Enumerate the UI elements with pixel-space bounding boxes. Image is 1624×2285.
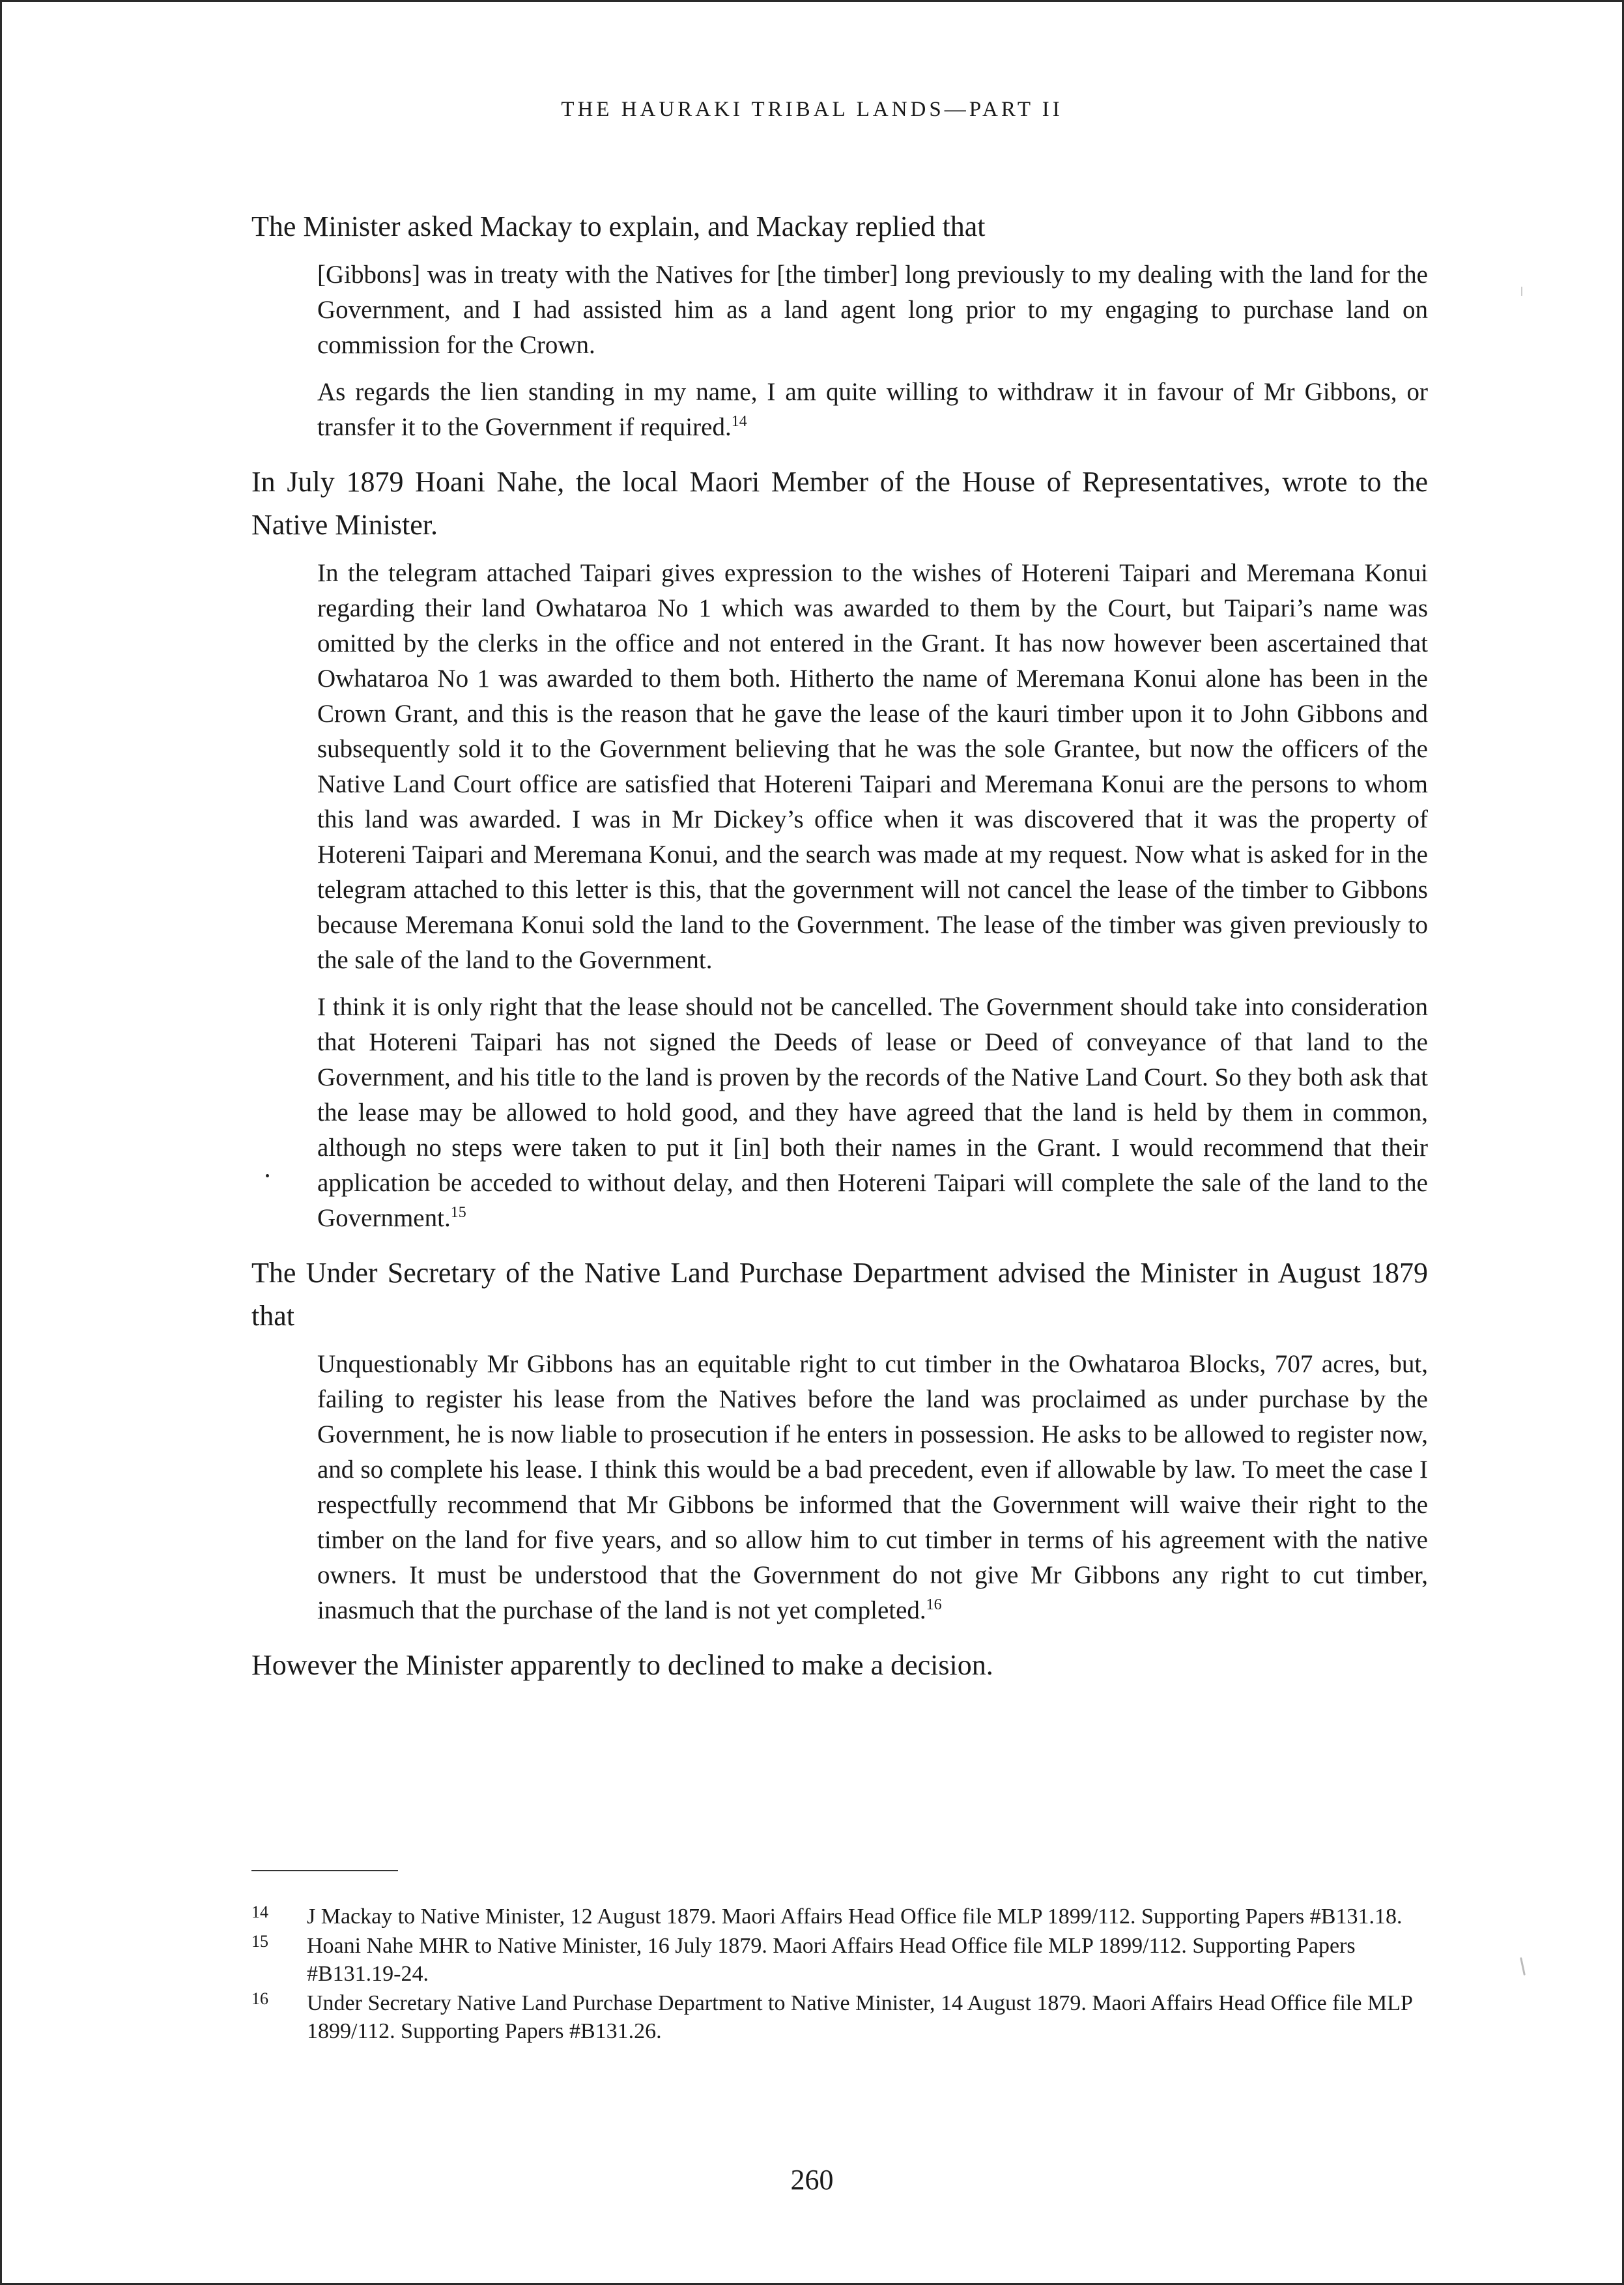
body-paragraph-3: The Under Secretary of the Native Land Purchase Department advised the Minister in August 1879 that xyxy=(251,1257,1428,1332)
quote-paragraph-3 xyxy=(317,1347,1428,1628)
footnote-14 xyxy=(251,1903,1428,1931)
footnote-reference-15[interactable]: 15 xyxy=(450,1204,466,1221)
footnote-text: J Mackay to Native Minister, 12 August 1879. Maori Affairs Head Office file MLP 1899/112. Supporting Papers #B131.18. xyxy=(307,1904,1403,1929)
footnote-number: 14 xyxy=(251,1903,268,1921)
scan-speck xyxy=(266,1174,269,1177)
running-head: THE HAURAKI TRIBAL LANDS—PART II xyxy=(561,98,1063,121)
footnote-text: Under Secretary Native Land Purchase Department to Native Minister, 14 August 1879. Maori Affairs Head Office file MLP 1899/112. Supporting Papers #B131.26. xyxy=(307,1991,1412,2043)
footnotes xyxy=(251,1903,1428,2047)
quote-paragraph-1a: [Gibbons] was in treaty with the Natives for [the timber] long previously to my dealing with the land for the Government, and I had assisted him as a land agent long prior to my engaging to purchase land on commission for the Crown. xyxy=(317,261,1428,359)
block-quote-3 xyxy=(317,1347,1428,1628)
quote-paragraph-2a: In the telegram attached Taipari gives expression to the wishes of Hotereni Taipari and Meremana Konui regarding their land Owhataroa No 1 which was awarded to them by the Court, but Taipari’s name was omitted by the clerks in the office and not entered in the Grant. It has now however been ascertained that Owhataroa No 1 was awarded to them both. Hitherto the name of Meremana Konui alone has been in the Crown Grant, and this is the reason that he gave the lease of the kauri timber upon it to John Gibbons and subsequently sold it to the Government believing that he was the sole Grantee, but now the officers of the Native Land Court office are satisfied that Hotereni Taipari and Meremana Konui are the persons to whom this land was awarded. I was in Mr Dickey’s office when it was discovered that it was the property of Hotereni Taipari and Meremana Konui, and the search was made at my request. Now what is asked for in the telegram attached to this letter is this, that the government will not cancel the lease of the timber to Gibbons because Meremana Konui sold the land to the Government. The lease of the timber was given previously to the sale of the land to the Government. xyxy=(317,559,1428,974)
footnote-rule xyxy=(251,1870,398,1871)
scan-speck xyxy=(1521,287,1522,296)
body-paragraph-1: The Minister asked Mackay to explain, and Mackay replied that xyxy=(251,210,986,242)
block-quote-2 xyxy=(317,556,1428,1236)
quote-paragraph-1b xyxy=(317,375,1428,445)
page-border-top xyxy=(0,0,1624,2)
quote-text: As regards the lien standing in my name, I am quite willing to withdraw it in favour of Mr Gibbons, or transfer it to the Government if required. xyxy=(317,378,1428,441)
quote-paragraph-2b xyxy=(317,990,1428,1236)
footnote-reference-14[interactable]: 14 xyxy=(731,413,747,430)
footnote-text: Hoani Nahe MHR to Native Minister, 16 July 1879. Maori Affairs Head Office file MLP 1899/112. Supporting Papers #B131.19-24. xyxy=(307,1934,1356,1986)
footnote-number: 16 xyxy=(251,1989,268,2008)
body-paragraph-4: However the Minister apparently to declined to make a decision. xyxy=(251,1649,993,1681)
footnote-15 xyxy=(251,1932,1428,1988)
scan-speck xyxy=(1520,1957,1526,1976)
page-border-left xyxy=(0,0,2,2285)
quote-text: Unquestionably Mr Gibbons has an equitable right to cut timber in the Owhataroa Blocks, 707 acres, but, failing to register his lease from the Natives before the land was proclaimed as under purchase by the Government, he is now liable to prosecution if he enters in possession. He asks to be allowed to register now, and so complete his lease. I think this would be a bad precedent, even if allowable by law. To meet the case I respectfully recommend that Mr Gibbons be informed that the Government will waive their right to the timber on the land for five years, and so allow him to cut timber in terms of his agreement with the native owners. It must be understood that the Government do not give Mr Gibbons any right to cut timber, inasmuch that the purchase of the land is not yet completed. xyxy=(317,1350,1428,1624)
footnote-16 xyxy=(251,1989,1428,2045)
body-column xyxy=(251,205,1428,1696)
block-quote-1 xyxy=(317,257,1428,445)
page-number: 260 xyxy=(790,2164,834,2196)
body-paragraph-2: In July 1879 Hoani Nahe, the local Maori Member of the House of Representatives, wrote to the Native Minister. xyxy=(251,466,1428,541)
footnote-number: 15 xyxy=(251,1932,268,1951)
footnote-reference-16[interactable]: 16 xyxy=(926,1596,942,1613)
quote-text: I think it is only right that the lease should not be cancelled. The Government should take into consideration that Hotereni Taipari has not signed the Deeds of lease or Deed of conveyance of that land to the Government, and his title to the land is proven by the records of the Native Land Court. So they both ask that the lease may be allowed to hold good, and they have agreed that the land is held by them in common, although no steps were taken to put it [in] both their names in the Grant. I would recommend that their application be acceded to without delay, and then Hotereni Taipari will complete the sale of the land to the Government. xyxy=(317,993,1428,1232)
